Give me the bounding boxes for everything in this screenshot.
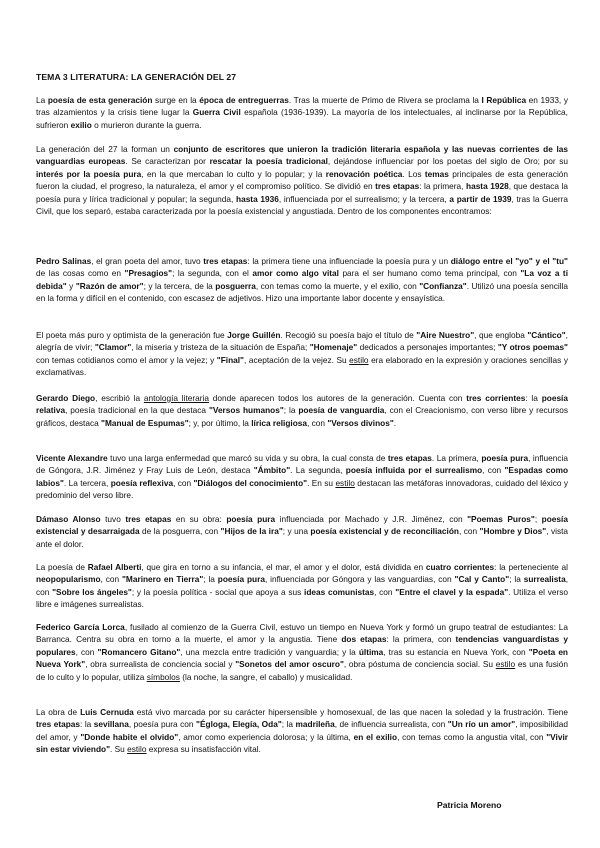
paragraph-generation: La generación del 27 la forman un conjunto de escritores que unieron la tradición literaria española y las nuevas corrientes de las vanguardias europeas. Se caracterizan por rescatar la poesía tradicional, dejándose influenciar por los poetas del siglo de Oro; por su interés por la poesía pura, en la que mercaban lo culto y lo popular; y la renovación poética. Los temas principales de esta generación fueron la ciudad, el progreso, la naturaleza, el amor y el compromiso político. Se dividió en tres etapas: la primera, hasta 1928, que destaca la poesía pura y lírica tradicional y popular; la segunda, hasta 1936, influenciada por el surrealismo; y la tercera, a partir de 1939, tras la Guerra Civil, que los separó, estaba caracterizada por la poesía existencial y angustiada. Dentro de los componentes encontramos: [36, 144, 569, 217]
paragraph-salinas: Pedro Salinas, el gran poeta del amor, tuvo tres etapas: la primera tiene una influenciade la poesía pura y un diálogo entre el "yo" y el "tu" de las cosas como en "Presagios"; la segunda, con el amor como algo vital para el ser humano como tema principal, con "La voz a ti debida" y "Razón de amor"; y la tercera, de la posguerra, con temas como la muerte, y el exilio, con "Confianza". Utilizó una poesía sencilla en la forma y difícil en el contenido, con escasez de adjetivos. Hizo una importante labor docente y ensayística. [36, 256, 569, 304]
paragraph-alexandre: Vicente Alexandre tuvo una larga enfermedad que marcó su vida y su obra, la cual consta de tres etapas. La primera, poesía pura, influencia de Góngora, J.R. Jiménez y Fray Luis de León, destaca "Ámbito". La segunda, poesía influida por el surrealismo, con "Espadas como labios". La tercera, poesía reflexiva, con "Diálogos del conocimiento". En su estilo destacan las metáforas innovadoras, cuidado del léxico y predominio del verso libre. [36, 453, 569, 501]
paragraph-diego: Gerardo Diego, escribió la antología literaria donde aparecen todos los autores de la generación. Cuenta con tres corrientes: la poesía relativa, poesía tradicional en la que destaca "Versos humanos"; la poesía de vanguardia, con el Creacionismo, con verso libre y recursos gráficos, destaca "Manual de Espumas"; y, por último, la lírica religiosa, con "Versos divinos". [36, 393, 568, 428]
paragraph-cernuda: La obra de Luis Cernuda está vivo marcada por su carácter hipersensible y homosexual, de las que nacen la soledad y la frustración. Tiene tres etapas: la sevillana, poesía pura con "Égloga, Elegía, Oda"; la madrileña, de influencia surrealista, con "Un río un amor", imposibilidad del amor, y "Donde habite el olvido", amor como experiencia dolorosa; y la última, en el exilio, con temas como la angustia vital, con "Vivir sin estar viviendo". Su estilo expresa su insatisfacción vital. [36, 707, 569, 755]
paragraph-alonso: Dámaso Alonso tuvo tres etapas en su obra: poesía pura influenciada por Machado y J.R. Jiménez, con "Poemas Puros"; poesía existencial y desarraigada de la posguerra, con "Hijos de la ira"; y una poesía existencial y de reconciliación, con "Hombre y Dios", vista ante el dolor. [36, 514, 569, 549]
document-title: TEMA 3 LITERATURA: LA GENERACIÓN DEL 27 [36, 72, 237, 82]
paragraph-context: La poesía de esta generación surge en la época de entreguerras. Tras la muerte de Primo de Rivera se proclama la I República en 1933, y tras alzamientos y la crisis tiene lugar la Guerra Civil española (1936-1939). La mayoría de los intelectuales, al inclinarse por la República, sufrieron exilio o murieron durante la guerra. [36, 95, 568, 130]
paragraph-lorca: Federico García Lorca, fusilado al comienzo de la Guerra Civil, estuvo un tiempo en Nueva York y formó un grupo teatral de estudiantes: La Barranca. Centra su obra en torno a la muerte, el amor y la angustia. Tiene dos etapas: la primera, con tendencias vanguardistas y populares, con "Romancero Gitano", una mezcla entre tradición y vanguardia; y la última, tras su estancia en Nueva York, con "Poeta en Nueva York", obra surrealista de conciencia social y "Sonetos del amor oscuro", obra póstuma de conciencia social. Su estilo es una fusión de lo culto y lo popular, utiliza símbolos (la noche, la sangre, el caballo) y musicalidad. [36, 622, 569, 682]
paragraph-guillen: El poeta más puro y optimista de la generación fue Jorge Guillén. Recogió su poesía bajo el título de "Aire Nuestro", que engloba "Cántico", alegría de vivir; "Clamor", la miseria y tristeza de la situación de España; "Homenaje" dedicados a personajes importantes; "Y otros poemas" con temas cotidianos como el amor y la vejez; y "Final", aceptación de la vejez. Su estilo era elaborado en la expresión y oraciones sencillas y exclamativas. [36, 330, 568, 378]
paragraph-alberti: La poesía de Rafael Alberti, que gira en torno a su infancia, el mar, el amor y el dolor, está dividida en cuatro corrientes: la perteneciente al neopopularismo, con "Marinero en Tierra"; la poesía pura, influenciada por Góngora y las vanguardias, con "Cal y Canto"; la surrealista, con "Sobre los ángeles"; y la poesía política - social que apoya a sus ideas comunistas, con "Entre el clavel y la espada". Utiliza el verso libre e imágenes surrealistas. [36, 562, 569, 610]
author-signature: Patricia Moreno [437, 800, 502, 810]
